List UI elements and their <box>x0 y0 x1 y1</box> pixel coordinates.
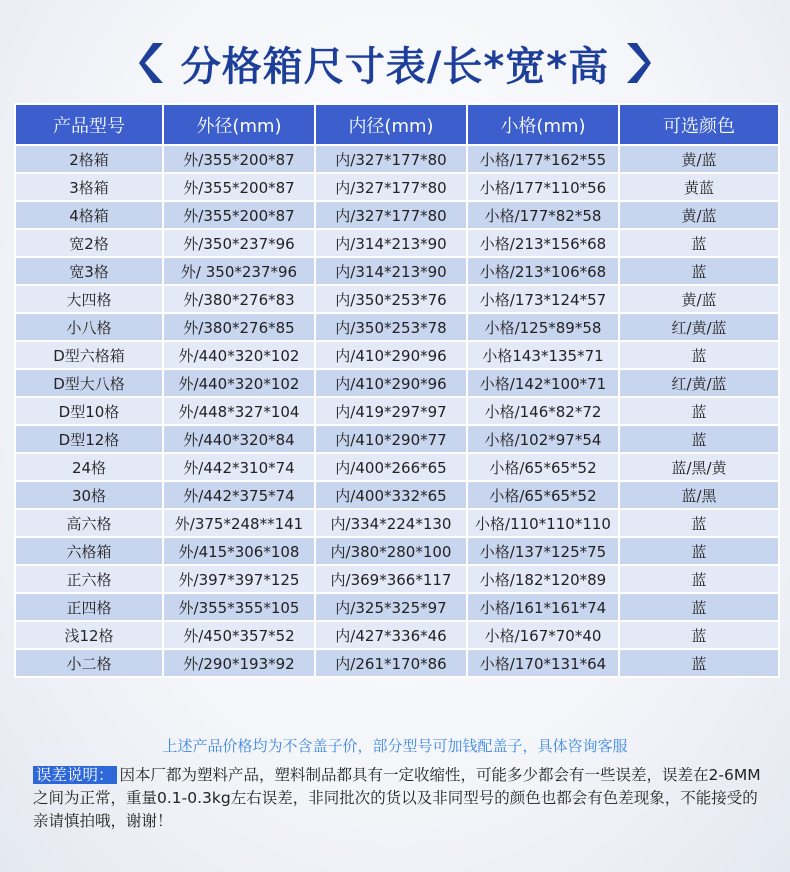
cell-inner-size: 内/327*177*80 <box>315 173 467 201</box>
cell-color-options: 蓝 <box>619 621 779 649</box>
cell-color-options: 蓝 <box>619 537 779 565</box>
cell-outer-size: 外/440*320*102 <box>163 341 315 369</box>
cell-outer-size: 外/290*193*92 <box>163 649 315 677</box>
cell-color-options: 黄蓝 <box>619 173 779 201</box>
cell-model: D型12格 <box>15 425 163 453</box>
cell-outer-size: 外/440*320*102 <box>163 369 315 397</box>
cell-outer-size: 外/375*248**141 <box>163 509 315 537</box>
page-title: 分格箱尺寸表/长*宽*高 <box>180 43 610 90</box>
cell-model: 六格箱 <box>15 537 163 565</box>
table-row <box>15 537 779 565</box>
cell-cell-size: 小格/173*124*57 <box>467 285 619 313</box>
cell-model: 24格 <box>15 453 163 481</box>
table-row <box>15 173 779 201</box>
table-header-row <box>15 104 779 145</box>
table-row <box>15 593 779 621</box>
cell-outer-size: 外/380*276*83 <box>163 285 315 313</box>
cell-color-options: 红/黄/蓝 <box>619 369 779 397</box>
cell-model: 3格箱 <box>15 173 163 201</box>
cell-cell-size: 小格/102*97*54 <box>467 425 619 453</box>
cell-outer-size: 外/397*397*125 <box>163 565 315 593</box>
cell-cell-size: 小格/167*70*40 <box>467 621 619 649</box>
cell-color-options: 蓝 <box>619 593 779 621</box>
header-color: 可选颜色 <box>619 104 779 145</box>
table-row <box>15 229 779 257</box>
cell-model: 宽2格 <box>15 229 163 257</box>
cell-model: 浅12格 <box>15 621 163 649</box>
cell-cell-size: 小格/177*162*55 <box>467 145 619 173</box>
cell-model: 宽3格 <box>15 257 163 285</box>
cell-model: D型六格箱 <box>15 341 163 369</box>
cell-color-options: 红/黄/蓝 <box>619 313 779 341</box>
cell-color-options: 黄/蓝 <box>619 145 779 173</box>
cell-cell-size: 小格/125*89*58 <box>467 313 619 341</box>
header-cell: 小格(mm) <box>467 104 619 145</box>
cell-inner-size: 内/261*170*86 <box>315 649 467 677</box>
cell-color-options: 蓝 <box>619 425 779 453</box>
cell-cell-size: 小格/110*110*110 <box>467 509 619 537</box>
cell-cell-size: 小格/142*100*71 <box>467 369 619 397</box>
cell-outer-size: 外/440*320*84 <box>163 425 315 453</box>
cell-outer-size: 外/355*200*87 <box>163 201 315 229</box>
cell-outer-size: 外/448*327*104 <box>163 397 315 425</box>
cell-inner-size: 内/350*253*78 <box>315 313 467 341</box>
cell-inner-size: 内/400*332*65 <box>315 481 467 509</box>
cell-model: 小八格 <box>15 313 163 341</box>
cell-inner-size: 内/410*290*96 <box>315 369 467 397</box>
cell-cell-size: 小格143*135*71 <box>467 341 619 369</box>
title-bar <box>0 28 790 98</box>
cell-color-options: 蓝 <box>619 509 779 537</box>
table-row <box>15 397 779 425</box>
cell-model: 2格箱 <box>15 145 163 173</box>
table-row <box>15 369 779 397</box>
table-row <box>15 201 779 229</box>
cell-color-options: 黄/蓝 <box>619 201 779 229</box>
cell-model: D型大八格 <box>15 369 163 397</box>
header-outer: 外径(mm) <box>163 104 315 145</box>
table-row <box>15 145 779 173</box>
cell-cell-size: 小格/146*82*72 <box>467 397 619 425</box>
cell-color-options: 蓝 <box>619 397 779 425</box>
cell-cell-size: 小格/65*65*52 <box>467 453 619 481</box>
cell-cell-size: 小格/177*110*56 <box>467 173 619 201</box>
cell-inner-size: 内/327*177*80 <box>315 145 467 173</box>
cell-cell-size: 小格/161*161*74 <box>467 593 619 621</box>
cell-inner-size: 内/410*290*96 <box>315 341 467 369</box>
cell-color-options: 蓝 <box>619 649 779 677</box>
header-model: 产品型号 <box>15 104 163 145</box>
cell-color-options: 蓝/黑 <box>619 481 779 509</box>
cell-inner-size: 内/427*336*46 <box>315 621 467 649</box>
size-table <box>14 103 780 678</box>
cell-model: 正六格 <box>15 565 163 593</box>
cell-cell-size: 小格/65*65*52 <box>467 481 619 509</box>
cell-model: 30格 <box>15 481 163 509</box>
cell-color-options: 蓝 <box>619 341 779 369</box>
cell-outer-size: 外/450*357*52 <box>163 621 315 649</box>
cell-cell-size: 小格/170*131*64 <box>467 649 619 677</box>
cell-outer-size: 外/380*276*85 <box>163 313 315 341</box>
cell-color-options: 蓝/黑/黄 <box>619 453 779 481</box>
cell-inner-size: 内/314*213*90 <box>315 257 467 285</box>
cell-inner-size: 内/369*366*117 <box>315 565 467 593</box>
header-inner: 内径(mm) <box>315 104 467 145</box>
cell-color-options: 蓝 <box>619 565 779 593</box>
disclaimer-text: 因本厂都为塑料产品，塑料制品都具有一定收缩性，可能多少都会有一些误差，误差在2-6MM之间为正常，重量0.1-0.3kg左右误差，非同批次的货以及非同型号的颜色也都会有色差现象，不能接受的亲请慎拍哦，谢谢！ <box>33 766 761 830</box>
cell-cell-size: 小格/182*120*89 <box>467 565 619 593</box>
table-row <box>15 453 779 481</box>
cell-inner-size: 内/400*266*65 <box>315 453 467 481</box>
cell-color-options: 黄/蓝 <box>619 285 779 313</box>
cell-model: 正四格 <box>15 593 163 621</box>
cell-cell-size: 小格/213*106*68 <box>467 257 619 285</box>
cell-model: D型10格 <box>15 397 163 425</box>
table-row <box>15 565 779 593</box>
chevron-right-icon <box>625 41 651 85</box>
table-row <box>15 425 779 453</box>
disclaimer-label: 误差说明： <box>33 766 117 784</box>
cell-model: 小二格 <box>15 649 163 677</box>
lid-note: 上述产品价格均为不含盖子价，部分型号可加钱配盖子，具体咨询客服 <box>162 737 628 755</box>
cell-outer-size: 外/442*375*74 <box>163 481 315 509</box>
cell-model: 高六格 <box>15 509 163 537</box>
cell-cell-size: 小格/137*125*75 <box>467 537 619 565</box>
cell-inner-size: 内/334*224*130 <box>315 509 467 537</box>
cell-outer-size: 外/350*237*96 <box>163 229 315 257</box>
cell-inner-size: 内/380*280*100 <box>315 537 467 565</box>
disclaimer <box>33 764 768 833</box>
cell-inner-size: 内/314*213*90 <box>315 229 467 257</box>
cell-model: 大四格 <box>15 285 163 313</box>
cell-color-options: 蓝 <box>619 229 779 257</box>
cell-cell-size: 小格/213*156*68 <box>467 229 619 257</box>
table-row <box>15 509 779 537</box>
table-row <box>15 341 779 369</box>
table-row <box>15 621 779 649</box>
cell-cell-size: 小格/177*82*58 <box>467 201 619 229</box>
cell-outer-size: 外/415*306*108 <box>163 537 315 565</box>
table-row <box>15 285 779 313</box>
table-row <box>15 481 779 509</box>
cell-outer-size: 外/355*200*87 <box>163 173 315 201</box>
cell-outer-size: 外/442*310*74 <box>163 453 315 481</box>
cell-inner-size: 内/325*325*97 <box>315 593 467 621</box>
cell-inner-size: 内/327*177*80 <box>315 201 467 229</box>
table-row <box>15 649 779 677</box>
cell-inner-size: 内/410*290*77 <box>315 425 467 453</box>
table-row <box>15 313 779 341</box>
cell-outer-size: 外/ 350*237*96 <box>163 257 315 285</box>
cell-model: 4格箱 <box>15 201 163 229</box>
cell-inner-size: 内/350*253*76 <box>315 285 467 313</box>
table-row <box>15 257 779 285</box>
cell-outer-size: 外/355*355*105 <box>163 593 315 621</box>
cell-inner-size: 内/419*297*97 <box>315 397 467 425</box>
cell-outer-size: 外/355*200*87 <box>163 145 315 173</box>
chevron-left-icon <box>139 41 165 85</box>
cell-color-options: 蓝 <box>619 257 779 285</box>
